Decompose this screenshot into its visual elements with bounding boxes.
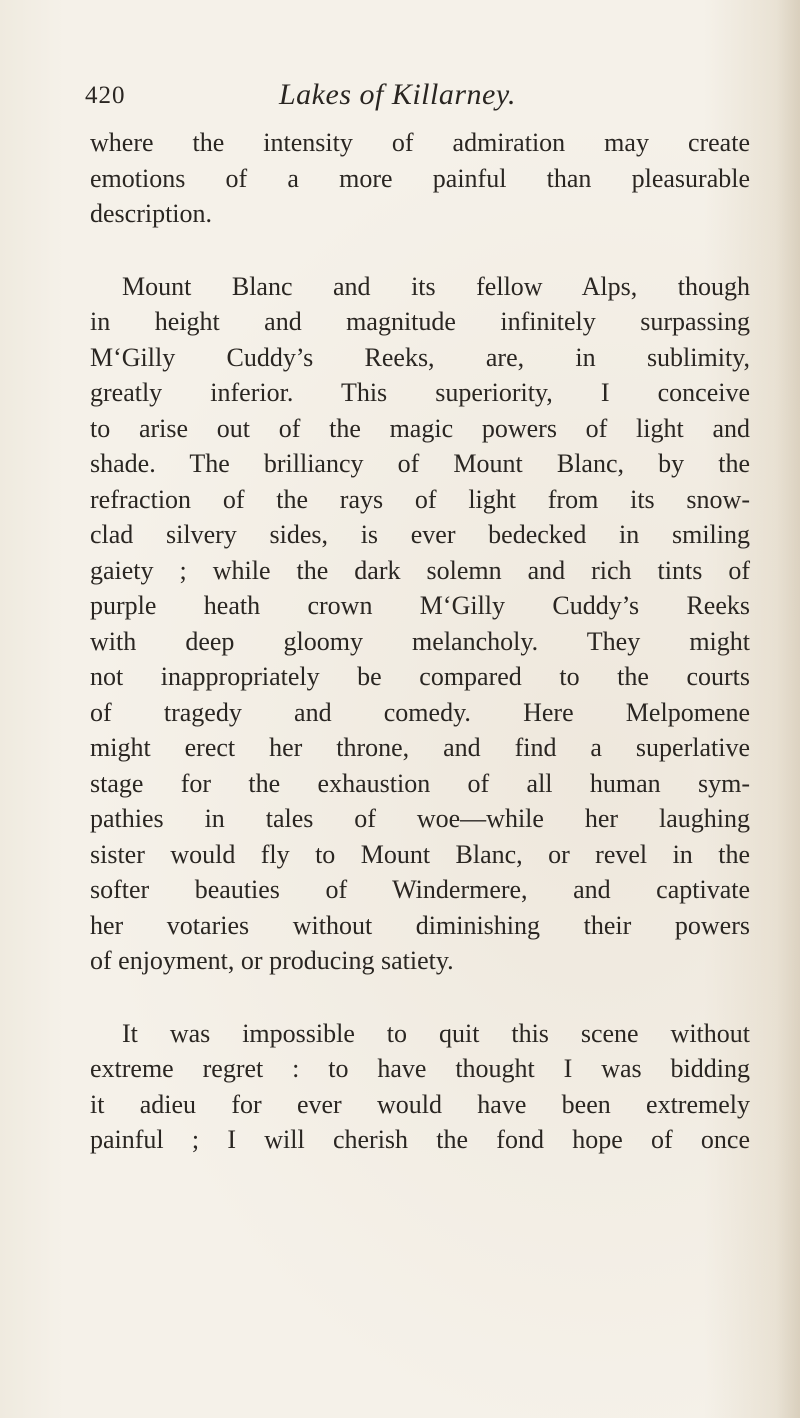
text-line: of enjoyment, or producing satiety.: [90, 946, 454, 975]
text-line: greatly inferior. This superiority, I conceive: [90, 378, 750, 407]
paragraph-1: [90, 125, 750, 232]
text-line: it adieu for ever would have been extremely: [90, 1089, 750, 1119]
running-title: Lakes of Killarney.: [279, 78, 516, 111]
paragraph-gap: [90, 232, 750, 269]
text-line: pathies in tales of woe—while her laughing: [90, 804, 750, 833]
text-line: of tragedy and comedy. Here Melpomene: [90, 697, 750, 727]
paragraph-2: [90, 269, 750, 979]
paragraph-3: [90, 1016, 750, 1158]
text-line: with deep gloomy melancholy. They might: [90, 626, 750, 656]
text-line: purple heath crown M‘Gilly Cuddy’s Reeks: [90, 591, 750, 620]
text-line: gaiety ; while the dark solemn and rich tints of: [90, 555, 750, 585]
running-head: [85, 78, 735, 118]
text-line: not inappropriately be compared to the courts: [90, 662, 750, 691]
text-line: refraction of the rays of light from its snow-: [90, 484, 750, 514]
text-line: It was impossible to quit this scene without: [122, 1018, 750, 1048]
text-line: sister would fly to Mount Blanc, or revel in the: [90, 839, 750, 869]
text-line: in height and magnitude infinitely surpassing: [90, 307, 750, 336]
text-line: emotions of a more painful than pleasurable: [90, 163, 750, 193]
text-line: might erect her throne, and find a superlative: [90, 733, 750, 762]
text-line: where the intensity of admiration may create: [90, 128, 750, 157]
page-number: 420: [85, 82, 126, 109]
text-line: softer beauties of Windermere, and captivate: [90, 875, 750, 904]
text-line: painful ; I will cherish the fond hope of once: [90, 1125, 750, 1154]
text-line: clad silvery sides, is ever bedecked in smiling: [90, 520, 750, 549]
text-line: shade. The brilliancy of Mount Blanc, by the: [90, 449, 750, 478]
body-text: [90, 125, 750, 1158]
paragraph-gap: [90, 979, 750, 1016]
text-line: extreme regret : to have thought I was bidding: [90, 1054, 750, 1083]
text-line: to arise out of the magic powers of light and: [90, 413, 750, 443]
text-line: stage for the exhaustion of all human sym-: [90, 768, 750, 798]
text-line: description.: [90, 199, 213, 228]
text-line: her votaries without diminishing their powers: [90, 910, 750, 940]
text-line: Mount Blanc and its fellow Alps, though: [122, 271, 750, 301]
text-line: M‘Gilly Cuddy’s Reeks, are, in sublimity,: [90, 342, 750, 372]
